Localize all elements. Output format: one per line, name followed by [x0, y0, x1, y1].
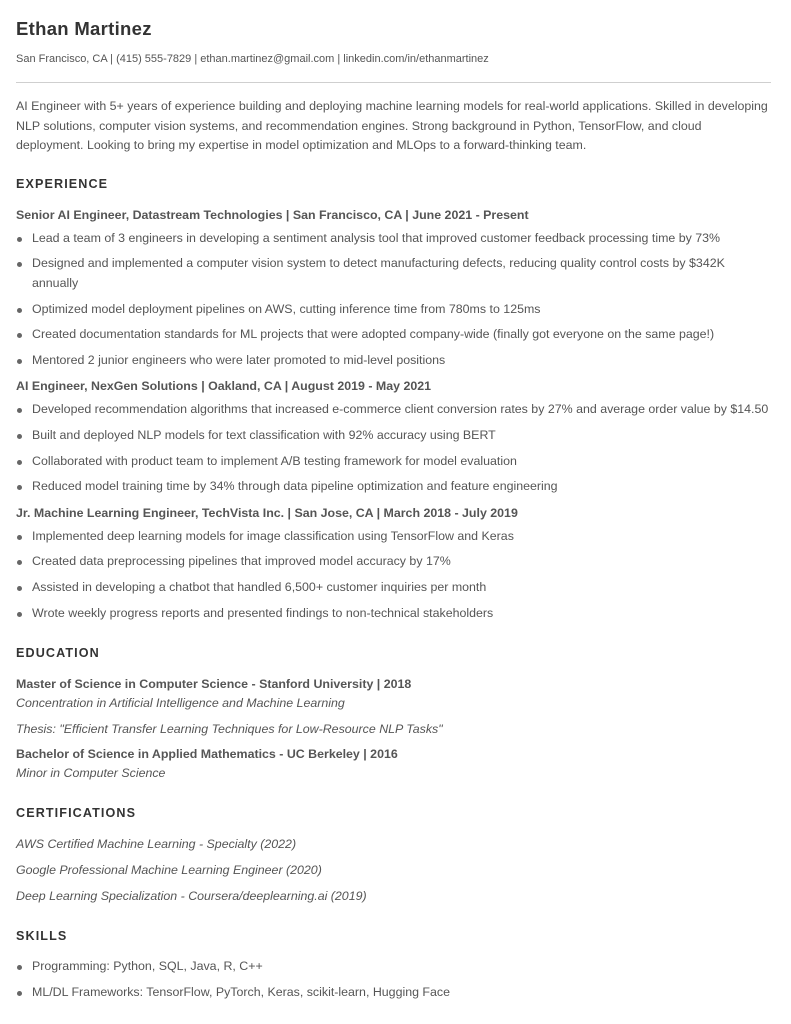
- list-item: Created documentation standards for ML projects that were adopted company-wide (finally got everyone on the same page!): [16, 325, 772, 345]
- list-item: Built and deployed NLP models for text classification with 92% accuracy using BERT: [16, 426, 772, 446]
- list-item: Optimized model deployment pipelines on AWS, cutting inference time from 780ms to 125ms: [16, 300, 772, 320]
- job-title: Senior AI Engineer, Datastream Technologies | San Francisco, CA | June 2021 - Present: [16, 207, 529, 222]
- certification-item: Google Professional Machine Learning Engineer (2020): [16, 863, 322, 878]
- job-2: [16, 378, 775, 496]
- job-title: AI Engineer, NexGen Solutions | Oakland, CA | August 2019 - May 2021: [16, 379, 432, 394]
- skills-list: [16, 957, 775, 1002]
- summary-paragraph: AI Engineer with 5+ years of experience building and deploying machine learning models for real-world applications. Skilled in developing NLP solutions, computer vision systems, and recommendation engines. Strong background in Python, TensorFlow, and cloud deployment. Looking to bring my expertise in model optimization and MLOps to a forward-thinking team.: [16, 99, 768, 153]
- job-bullets: [16, 527, 775, 623]
- certification-item: AWS Certified Machine Learning - Specialty (2022): [16, 837, 297, 852]
- header-divider: [16, 82, 771, 83]
- experience-heading: EXPERIENCE: [16, 176, 109, 191]
- certification-item: Deep Learning Specialization - Coursera/deeplearning.ai (2019): [16, 889, 367, 904]
- degree-2: [16, 746, 775, 781]
- list-item: Wrote weekly progress reports and presented findings to non-technical stakeholders: [16, 604, 772, 624]
- certifications-heading: CERTIFICATIONS: [16, 806, 137, 821]
- degree-title: Bachelor of Science in Applied Mathematics - UC Berkeley | 2016: [16, 747, 398, 762]
- degree-title: Master of Science in Computer Science - Stanford University | 2018: [16, 677, 412, 692]
- candidate-name: Ethan Martinez: [16, 18, 152, 39]
- education-heading: EDUCATION: [16, 646, 100, 661]
- list-item: Reduced model training time by 34% through data pipeline optimization and feature engineering: [16, 477, 772, 497]
- list-item: ML/DL Frameworks: TensorFlow, PyTorch, Keras, scikit-learn, Hugging Face: [16, 983, 772, 1003]
- list-item: Developed recommendation algorithms that increased e-commerce client conversion rates by 27% and average order value by $14.50: [16, 400, 772, 420]
- job-bullets: [16, 400, 775, 496]
- degree-1: [16, 676, 775, 737]
- job-bullets: [16, 229, 775, 371]
- list-item: Collaborated with product team to implement A/B testing framework for model evaluation: [16, 452, 772, 472]
- skills-heading: SKILLS: [16, 929, 68, 944]
- list-item: Implemented deep learning models for image classification using TensorFlow and Keras: [16, 527, 772, 547]
- certifications-list: [16, 836, 775, 904]
- job-1: [16, 207, 775, 371]
- degree-minor: Minor in Computer Science: [16, 766, 166, 781]
- list-item: Lead a team of 3 engineers in developing a sentiment analysis tool that improved customer feedback processing time by 73%: [16, 229, 772, 249]
- job-3: [16, 505, 775, 623]
- list-item: Created data preprocessing pipelines that improved model accuracy by 17%: [16, 552, 772, 572]
- degree-thesis: Thesis: "Efficient Transfer Learning Techniques for Low-Resource NLP Tasks": [16, 722, 443, 737]
- list-item: Assisted in developing a chatbot that handled 6,500+ customer inquiries per month: [16, 578, 772, 598]
- job-title: Jr. Machine Learning Engineer, TechVista Inc. | San Jose, CA | March 2018 - July 2019: [16, 505, 518, 520]
- contact-line: San Francisco, CA | (415) 555-7829 | ethan.martinez@gmail.com | linkedin.com/in/ethanmartinez: [16, 53, 489, 65]
- degree-concentration: Concentration in Artificial Intelligence and Machine Learning: [16, 696, 345, 711]
- list-item: Programming: Python, SQL, Java, R, C++: [16, 957, 772, 977]
- list-item: Mentored 2 junior engineers who were later promoted to mid-level positions: [16, 351, 772, 371]
- list-item: Designed and implemented a computer vision system to detect manufacturing defects, reducing quality control costs by $342K annually: [16, 254, 772, 293]
